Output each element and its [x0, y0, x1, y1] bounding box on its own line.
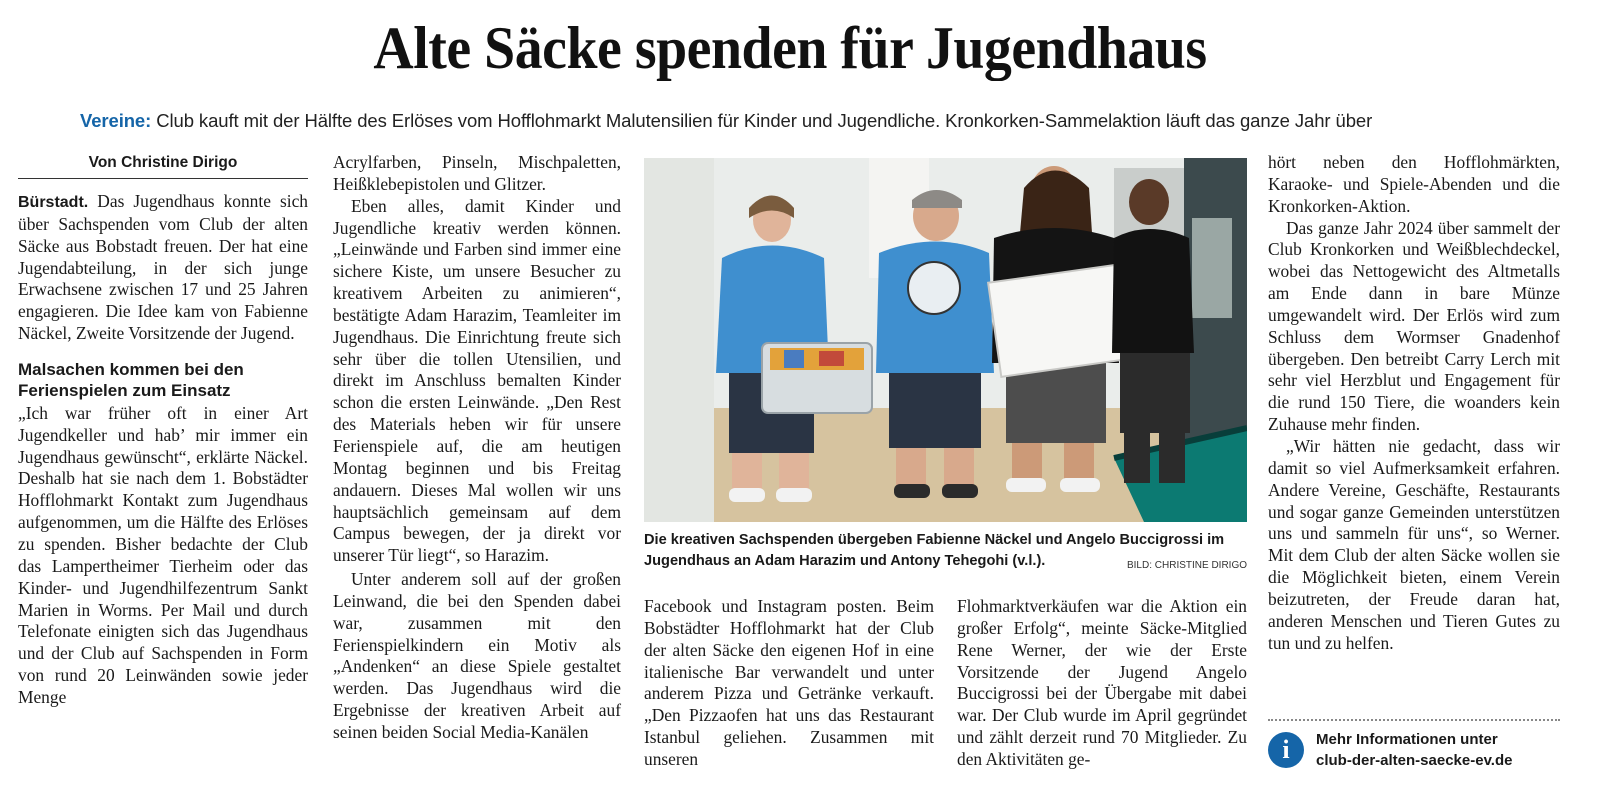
column-2 [333, 152, 621, 744]
byline: Von Christine Dirigo [18, 152, 308, 179]
photo-caption [644, 530, 1247, 576]
subheadline [80, 110, 1520, 132]
article-photo [644, 158, 1247, 522]
info-line-1: Mehr Informationen unter [1316, 731, 1498, 748]
column-1 [18, 152, 308, 709]
paragraph: Unter anderem soll auf der großen Leinwand, die bei den Spenden dabei war, zusammen mit den Ferienspielkindern ein Motiv als „Andenken“ an diese Spiele gestaltet werden. Das Jugendhaus wird die Ergebnisse der kreativen Arbeit auf seinen beiden Social Media-Kanälen [333, 569, 621, 742]
info-separator [1268, 719, 1560, 721]
info-link[interactable]: club-der-alten-saecke-ev.de [1316, 752, 1513, 769]
info-box [1268, 731, 1568, 771]
paragraph: Das ganze Jahr 2024 über sammelt der Club Kronkorken und Weißblechdeckel, wobei das Nettogewicht des Altmetalls am Ende dann in bare Münze umgewandelt wird. Der Erlös wird zum Schluss dem Wormser Gnadenhof übergeben. Den betreibt Carry Lerch mit sehr viel Herzblut und Engagement für die rund 150 Tiere, die woanders kein Zuhause mehr finden. [1268, 217, 1560, 435]
column-3 [644, 596, 934, 771]
subhead-kicker: Vereine: [80, 110, 152, 131]
caption-text: Die kreativen Sachspenden übergeben Fabienne Näckel und Angelo Buccigrossi im Jugendhaus an Adam Harazim und Antony Tehegohi (v.l.). [644, 532, 1225, 569]
paragraph: „Wir hätten nie gedacht, dass wir damit so viel Aufmerksamkeit erfahren. Andere Vereine, Geschäfte, Restaurants und sogar ganze Gemeinden unterstützen uns und sammeln für uns“, so Werner. Mit dem Club der alten Säcke wollen sie die Möglichkeit bieten, einem Verein beizutreten, der Freude daran hat, anderen Menschen und Tieren Gutes zu tun und zu helfen. [1268, 435, 1560, 653]
info-text [1316, 729, 1566, 771]
intro-paragraph [18, 191, 308, 345]
info-icon: i [1268, 732, 1304, 768]
photo-credit: BILD: CHRISTINE DIRIGO [1126, 560, 1247, 571]
photo-illustration [644, 158, 1247, 522]
intro-text: Das Jugendhaus konnte sich über Sachspenden vom Club der alten Säcke aus Bobstadt freuen. Der hat eine Jugendabteilung, in der sich junge Erwachsene zwischen 17 und 25 Jahren engagieren. Die Idee kam von Fabienne Näckel, Zweite Vorsitzende der Jugend. [18, 191, 308, 344]
column-4 [957, 596, 1247, 771]
paragraph: Facebook und Instagram posten. Beim Bobstädter Hofflohmarkt hat der Club der alten Säcke den eigenen Hof in eine italienische Bar verwandelt und unter anderem Pizza und Getränke verkauft. „Den Pizzaofen hat uns das Restaurant Istanbul geliehen. Zusammen mit unseren [644, 596, 934, 769]
dateline: Bürstadt. [18, 194, 89, 211]
crosshead: Malsachen kommen bei den Ferienspielen zum Einsatz [18, 359, 244, 400]
paragraph: Acrylfarben, Pinseln, Mischpaletten, Heißklebepistolen und Glitzer. [333, 152, 621, 194]
paragraph: „Ich war früher oft in einer Art Jugendkeller und hab’ mir immer ein Jugendhaus gewünscht“, erklärte Näckel. Deshalb hat sie nach dem 1. Bobstädter Hofflohmarkt Kontakt zum Jugendhaus aufgenommen, um die Hälfte des Erlöses zu spenden. Bisher bedachte der Club das Lampertheimer Tierheim oder das Kinder- und Jugendhilfezentrum Sankt Marien in Worms. Per Mail und durch Telefonate einigten sich das Jugendhaus und der Club auf Sachspenden in Form von rund 20 Leinwänden sowie jeder Menge [18, 402, 308, 707]
paragraph: hört neben den Hofflohmärkten, Karaoke- und Spiele-Abenden und die Kronkorken-Aktion. [1268, 152, 1560, 216]
paragraph: Flohmarktverkäufen war die Aktion ein großer Erfolg“, meinte Säcke-Mitglied Rene Werner, der wie der Erste Vorsitzende der Jugend Angelo Buccigrossi bei der Übergabe mit dabei war. Der Club wurde im April gegründet und zählt derzeit rund 70 Mitglieder. Zu den Aktivitäten ge- [957, 596, 1247, 769]
paragraph: Eben alles, damit Kinder und Jugendliche kreativ werden können. „Leinwände und Farben sind immer eine sichere Kiste, um unsere Besucher zu kreativem Arbeiten zu animieren“, bestätigte Adam Harazim, Teamleiter im Jugendhaus. Die Einrichtung freute sich sehr über die tollen Utensilien, und direkt im Anschluss bemalten Kinder schon die ersten Leinwände. „Den Rest des Materials heben wir für unsere Ferienspiele auf, die am heutigen Montag beginnen und bis Freitag andauern. Dieses Mal wollen wir uns hauptsächlich gemeinsam auf dem Campus bewegen, der ja direkt vor unserer Tür liegt“, so Harazim. [333, 195, 621, 566]
column-5 [1268, 152, 1560, 654]
headline: Alte Säcke spenden für Jugendhaus [373, 15, 1207, 81]
subhead-text: Club kauft mit der Hälfte des Erlöses vom Hofflohmarkt Malutensilien für Kinder und Jugendliche. Kronkorken-Sammelaktion läuft das ganze Jahr über [156, 110, 1373, 131]
